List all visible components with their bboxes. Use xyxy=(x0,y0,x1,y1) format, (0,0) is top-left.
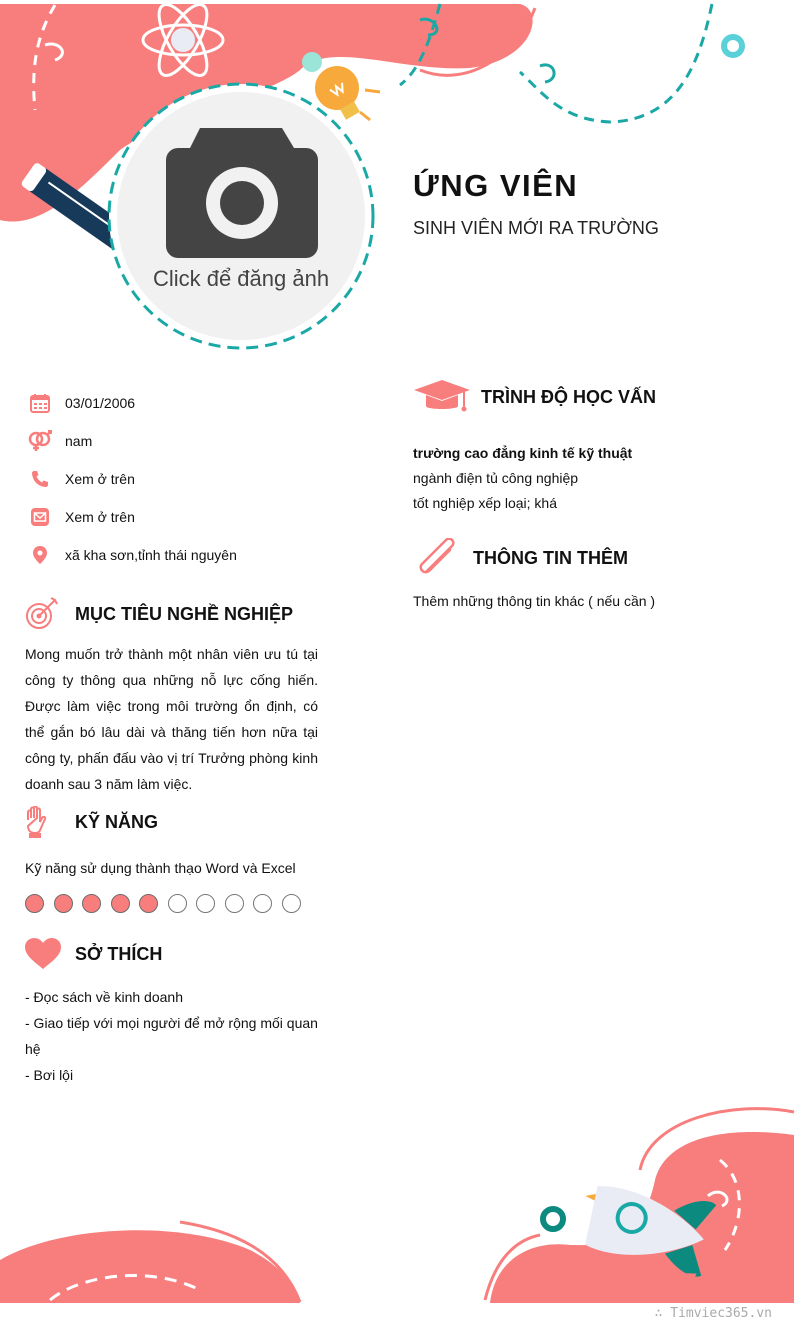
paperclip-icon xyxy=(416,538,460,578)
hobbies-title: SỞ THÍCH xyxy=(75,943,163,964)
calendar-icon xyxy=(28,391,52,415)
rating-dot-empty xyxy=(253,894,272,913)
target-icon xyxy=(25,596,61,632)
rating-dot-empty xyxy=(225,894,244,913)
education-body xyxy=(413,441,632,516)
watermark: ∴ Timviec365.vn xyxy=(654,1306,772,1321)
education-heading xyxy=(414,380,656,414)
rating-dot-filled xyxy=(111,894,130,913)
rating-dot-filled xyxy=(54,894,73,913)
extra-heading xyxy=(416,538,628,578)
contact-value: Xem ở trên xyxy=(65,471,135,487)
hobbies-list xyxy=(25,984,320,1088)
contact-value: nam xyxy=(65,433,93,449)
skill-rating xyxy=(25,894,310,913)
education-grade: tốt nghiệp xếp loại; khá xyxy=(413,495,557,511)
contact-value: Xem ở trên xyxy=(65,509,135,525)
hobby-item: - Giao tiếp với mọi người để mở rộng mối quan hệ xyxy=(25,1015,318,1057)
rating-dot-filled xyxy=(139,894,158,913)
contact-value: 03/01/2006 xyxy=(65,395,136,411)
contact-value: xã kha sơn,tỉnh thái nguyên xyxy=(65,547,237,563)
education-school: trường cao đẳng kinh tế kỹ thuật xyxy=(413,445,633,461)
rating-dot-empty xyxy=(282,894,301,913)
candidate-role: SINH VIÊN MỚI RA TRƯỜNG xyxy=(413,218,659,238)
candidate-name: ỨNG VIÊN xyxy=(413,168,579,203)
extra-title: THÔNG TIN THÊM xyxy=(473,547,628,568)
contact-email xyxy=(28,498,237,536)
objective-text: Mong muốn trở thành một nhân viên ưu tú tại công ty thông qua những nỗ lực cống hiến. Được làm việc trong môi trường ổn định, có thể gắn bó lâu dài và thăng tiến hơn nữa tại công ty, phấn đấu vào vị trí Trưởng phòng kinh doanh sau 3 năm làm việc. xyxy=(25,646,318,792)
education-major: ngành điện tủ công nghiệp xyxy=(413,470,579,486)
contact-birthday xyxy=(28,384,237,422)
hobby-item: - Đọc sách về kinh doanh xyxy=(25,989,183,1005)
raised-hand-icon xyxy=(25,806,47,838)
contact-phone xyxy=(28,460,237,498)
heart-icon xyxy=(25,938,61,970)
phone-icon xyxy=(28,467,52,491)
contact-gender xyxy=(28,422,237,460)
rating-dot-empty xyxy=(196,894,215,913)
hobbies-heading xyxy=(25,938,162,970)
contact-address xyxy=(28,536,237,574)
education-title: TRÌNH ĐỘ HỌC VẤN xyxy=(481,386,656,407)
skills-heading xyxy=(25,806,158,838)
objective-title: MỤC TIÊU NGHỀ NGHIỆP xyxy=(75,603,294,624)
extra-text: Thêm những thông tin khác ( nếu cần ) xyxy=(413,593,656,609)
rating-dot-filled xyxy=(82,894,101,913)
gender-icon xyxy=(28,429,52,453)
graduation-cap-icon xyxy=(414,380,470,414)
objective-heading xyxy=(25,596,293,632)
photo-upload-label[interactable]: Click để đăng ảnh xyxy=(152,266,330,291)
email-icon xyxy=(28,505,52,529)
contact-list xyxy=(28,384,237,574)
hobby-item: - Bơi lội xyxy=(25,1067,74,1083)
location-pin-icon xyxy=(28,543,52,567)
skill-label: Kỹ năng sử dụng thành thạo Word và Excel xyxy=(25,860,296,876)
skills-title: KỸ NĂNG xyxy=(75,811,159,832)
rating-dot-empty xyxy=(168,894,187,913)
rating-dot-filled xyxy=(25,894,44,913)
